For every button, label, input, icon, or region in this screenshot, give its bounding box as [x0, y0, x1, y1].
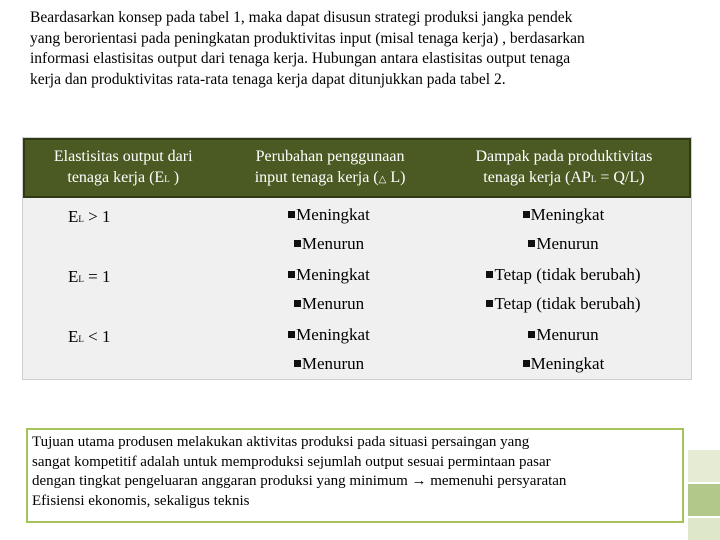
impact-cell: [438, 320, 689, 380]
elasticity-table: [22, 137, 692, 380]
square-bullet-icon: [288, 271, 295, 278]
subscript: L: [78, 334, 84, 344]
header-elasticity: [25, 140, 221, 196]
arrow-right-icon: →: [411, 473, 427, 489]
square-bullet-icon: [528, 240, 535, 247]
list-item-text: Menurun: [536, 325, 599, 344]
list-item: [438, 200, 689, 229]
list-item: [220, 349, 438, 378]
header-text-part: tenaga kerja (AP: [483, 169, 591, 186]
note-line: Tujuan utama produsen melakukan aktivitas produksi pada situasi persaingan yang: [32, 434, 530, 450]
list-item: [220, 200, 438, 229]
elasticity-symbol: E: [68, 267, 79, 286]
header-text-part: L): [386, 169, 406, 186]
list-item-text: Tetap (tidak berubah): [494, 294, 641, 313]
note-line: sangat kompetitif adalah untuk memproduksi sejumlah output sesuai permintaan pasar: [32, 453, 551, 470]
intro-line: informasi elastisitas output dari tenaga kerja. Hubungan antara elastisitas output tenaga: [30, 50, 571, 67]
list-item: [220, 320, 438, 349]
elasticity-condition: = 1: [83, 267, 111, 286]
impact-cell: [438, 260, 689, 320]
header-text-part: input tenaga kerja (: [254, 169, 379, 186]
list-item: [438, 229, 689, 258]
subscript: L: [590, 174, 597, 184]
square-bullet-icon: [288, 331, 295, 338]
list-item: [438, 289, 689, 318]
intro-paragraph: [30, 8, 690, 90]
list-item-text: Meningkat: [530, 205, 605, 224]
header-text: Perubahan penggunaan: [255, 148, 405, 165]
subscript: L: [164, 174, 170, 184]
elasticity-symbol: E: [68, 327, 79, 346]
header-text: Elastisitas output dari: [53, 148, 193, 165]
header-productivity-impact: [439, 140, 689, 196]
intro-line: kerja dan produktivitas rata-rata tenaga kerja dapat ditunjukkan pada tabel 2.: [30, 70, 506, 88]
elasticity-condition: < 1: [83, 327, 111, 346]
list-item-text: Meningkat: [296, 265, 370, 284]
square-bullet-icon: [294, 240, 301, 247]
change-cell: [220, 200, 438, 260]
header-text: [475, 167, 652, 190]
list-item-text: Meningkat: [530, 354, 605, 373]
header-text-part: = Q/L): [596, 169, 645, 186]
decorative-square: [688, 518, 720, 540]
header-text-part: tenaga kerja (E: [67, 169, 165, 186]
header-text: Dampak pada produktivitas: [475, 148, 653, 165]
square-bullet-icon: [523, 360, 530, 367]
list-item-text: Menurun: [536, 234, 599, 253]
elasticity-cell: [23, 320, 220, 380]
note-line: Efisiensi ekonomis, sekaligus teknis: [32, 492, 250, 509]
header-labor-change: [221, 140, 438, 196]
impact-cell: [438, 200, 689, 260]
intro-line: Beardasarkan konsep pada tabel 1, maka dapat disusun strategi produksi jangka pendek: [30, 9, 573, 26]
list-item: [220, 260, 438, 289]
conclusion-note-box: [26, 428, 684, 523]
square-bullet-icon: [523, 211, 530, 218]
table-row: [23, 200, 691, 260]
elasticity-condition: > 1: [83, 207, 111, 226]
square-bullet-icon: [486, 271, 493, 278]
decorative-square: [688, 450, 720, 482]
list-item-text: Tetap (tidak berubah): [494, 265, 641, 284]
header-text: [54, 167, 193, 190]
intro-line: yang berorientasi pada peningkatan produktivitas input (misal tenaga kerja) , berdasarkan: [30, 29, 585, 47]
table-row: [23, 260, 691, 320]
subscript: L: [78, 214, 84, 224]
list-item: [438, 320, 689, 349]
note-text-part: dengan tingkat pengeluaran anggaran produksi yang minimum: [32, 473, 412, 489]
list-item-text: Meningkat: [296, 325, 370, 344]
change-cell: [220, 260, 438, 320]
square-bullet-icon: [294, 360, 301, 367]
list-item-text: Menurun: [301, 354, 365, 373]
square-bullet-icon: [294, 300, 301, 307]
list-item: [220, 289, 438, 318]
subscript: L: [78, 274, 84, 284]
table-row: [23, 320, 691, 380]
list-item: [438, 260, 689, 289]
elasticity-cell: [23, 260, 220, 320]
list-item-text: Meningkat: [296, 205, 370, 224]
square-bullet-icon: [486, 300, 493, 307]
header-text-part: ): [169, 169, 180, 186]
elasticity-symbol: E: [68, 207, 79, 226]
note-line: [32, 472, 682, 492]
square-bullet-icon: [528, 331, 535, 338]
header-text: [255, 167, 406, 190]
square-bullet-icon: [288, 211, 295, 218]
delta-symbol: △: [378, 174, 387, 185]
list-item: [220, 229, 438, 258]
note-text-part: memenuhi persyaratan: [426, 473, 567, 489]
elasticity-cell: [23, 200, 220, 260]
decorative-square: [688, 484, 720, 516]
list-item-text: Menurun: [301, 234, 365, 253]
list-item-text: Menurun: [301, 294, 365, 313]
change-cell: [220, 320, 438, 380]
table-header-row: [23, 138, 691, 198]
list-item: [438, 349, 689, 378]
